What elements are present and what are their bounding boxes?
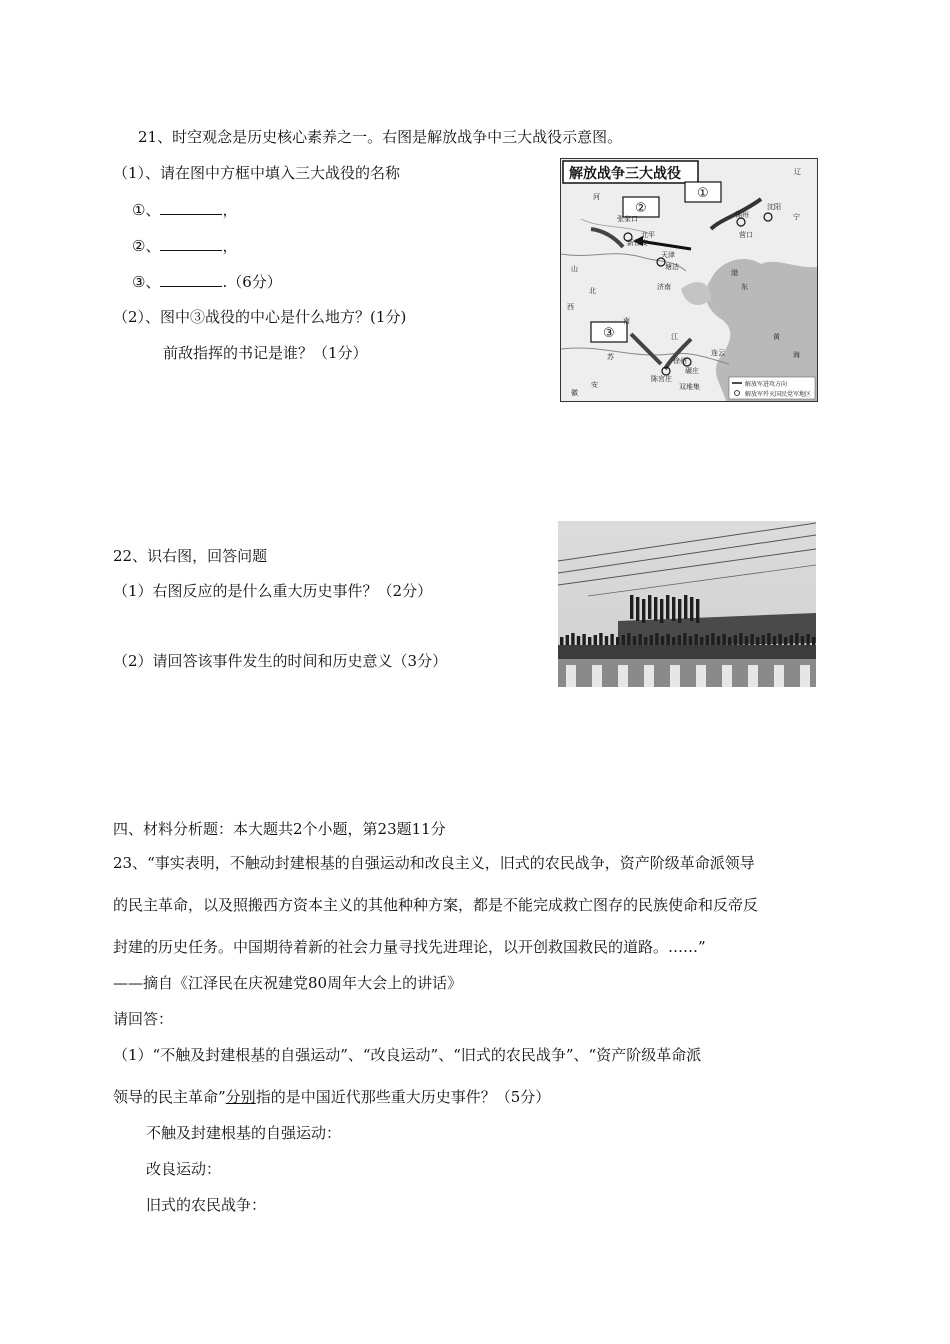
q23-material-line1: 23、“事实表明，不触动封建根基的自强运动和改良主义，旧式的农民战争，资产阶级革命派领导: [113, 854, 755, 872]
legend-annihilation: 解放军歼灭国民党军地区: [745, 391, 812, 398]
q23-material-line3: 封建的历史任务。中国期待着新的社会力量寻找先进理论，以开创救国救民的道路。……”: [113, 938, 706, 956]
crowd-figure: [694, 634, 697, 645]
crowd-figure: [678, 599, 681, 623]
crowd-figure: [762, 635, 765, 645]
gate-column: [670, 665, 680, 687]
q21-part2-followup: 前敌指挥的书记是谁？（1分）: [163, 344, 368, 362]
q23-answer-self-strengthening: 不触及封建根基的自强运动：: [146, 1124, 342, 1142]
crowd-figure: [672, 637, 675, 645]
q22-part1: （1）右图反应的是什么重大历史事件？（2分）: [113, 582, 433, 600]
q23-part1-line2: [113, 1087, 550, 1107]
q21-blank-1[interactable]: [160, 199, 222, 215]
crowd-figure: [577, 636, 580, 645]
map-box-1-label: ①: [697, 186, 709, 201]
map-place-label: 黄: [773, 333, 780, 341]
gate-column: [774, 665, 784, 687]
crowd-figure: [560, 637, 563, 645]
crowd-figure: [778, 634, 781, 645]
map-place-label: 江: [671, 333, 678, 341]
map-place-label: 河: [593, 193, 600, 201]
map-place-label: 南: [623, 317, 630, 325]
crowd-figure: [566, 635, 569, 645]
legend-attack: 解放军进攻方向: [745, 381, 788, 388]
crowd-figure: [728, 637, 731, 645]
gate-column: [696, 665, 706, 687]
q22-part2: （2）请回答该事件发生的时间和历史意义（3分）: [113, 652, 448, 670]
crowd-figure: [571, 633, 574, 645]
map-title: 解放战争三大战役: [569, 166, 681, 182]
q21-stem: 21、时空观念是历史核心素养之一。右图是解放战争中三大战役示意图。: [138, 128, 623, 146]
q23-part1-text-end: 指的是中国近代那些重大历史事件？（5分）: [255, 1088, 551, 1106]
crowd-figure: [683, 633, 686, 645]
q21-part2: （2）、图中③战役的中心是什么地方？(1分): [113, 308, 407, 326]
crowd-figure: [633, 636, 636, 645]
crowd-figure: [745, 636, 748, 645]
q21-answer-2: [132, 235, 237, 256]
q23-source: ——摘自《江泽民在庆祝建党80周年大会上的讲话》: [113, 974, 463, 992]
q21-part1: （1）、请在图中方框中填入三大战役的名称: [113, 164, 401, 182]
map-place-label: 西: [567, 303, 574, 311]
q23-part1-text: 领导的民主革命”: [113, 1088, 226, 1106]
q21-blank-2[interactable]: [160, 235, 222, 251]
crowd-figure: [654, 597, 657, 621]
crowd-figure: [672, 597, 675, 621]
crowd-figure: [660, 599, 663, 623]
crowd-figure: [812, 637, 815, 645]
gate-column: [592, 665, 602, 687]
map-place-label: 苏: [607, 353, 614, 361]
crowd-figure: [711, 633, 714, 645]
map-box-2-label: ②: [635, 201, 647, 216]
crowd-figure: [666, 595, 669, 619]
crowd-figure: [630, 595, 633, 619]
gate-column: [722, 665, 732, 687]
crowd-figure: [627, 633, 630, 645]
crowd-figure: [638, 634, 641, 645]
crowd-figure: [700, 637, 703, 645]
map-place-label: 东: [741, 283, 748, 291]
crowd-figure: [734, 635, 737, 645]
q21-answer-1: [132, 199, 237, 220]
map-place-label: 宁: [793, 213, 800, 221]
crowd-figure: [605, 636, 608, 645]
crowd-figure: [588, 637, 591, 645]
crowd-figure: [636, 597, 639, 621]
crowd-figure: [750, 634, 753, 645]
underlined-word: 分别: [225, 1088, 256, 1106]
comma: ，: [222, 201, 238, 219]
map-place-label: 锦州: [735, 211, 749, 219]
map-place-label: 北平: [641, 231, 655, 239]
battle-map: [560, 158, 818, 402]
map-place-label: 沈阳: [767, 203, 781, 211]
crowd-figure: [722, 634, 725, 645]
crowd-figure: [650, 635, 653, 645]
crowd-figure: [717, 636, 720, 645]
q23-material-line2: 的民主革命，以及照搬西方资本主义的其他种种方案，都是不能完成救亡图存的民族使命和反帝反: [113, 896, 759, 914]
map-place-label: 碾庄: [685, 367, 699, 375]
q23-answer-peasant-war: 旧式的农民战争：: [146, 1196, 267, 1214]
crowd-figure: [648, 595, 651, 619]
map-place-label: 渤: [731, 269, 738, 277]
map-place-label: 双堆集: [679, 383, 700, 391]
q22-stem: 22、识右图，回答问题: [113, 547, 268, 565]
q23-prompt: 请回答：: [113, 1010, 174, 1028]
q21-blank-2-label: ②、: [132, 237, 161, 255]
map-place-label: 辽: [794, 168, 801, 176]
crowd-figure: [739, 633, 742, 645]
crowd-figure: [756, 637, 759, 645]
comma: ，: [222, 237, 238, 255]
crowd-figure: [790, 635, 793, 645]
map-place-label: 新保安: [627, 239, 648, 247]
map-place-label: 海: [793, 351, 800, 359]
crowd-figure: [599, 633, 602, 645]
crowd-figure: [655, 633, 658, 645]
crowd-figure: [801, 636, 804, 645]
map-place-label: 张家口: [617, 215, 638, 223]
gate-column: [800, 665, 810, 687]
q21-blank-3-label: ③、: [132, 273, 161, 291]
map-place-label: 连云: [711, 349, 725, 357]
crowd-figure: [806, 634, 809, 645]
crowd-figure: [666, 634, 669, 645]
crowd-figure: [661, 636, 664, 645]
q21-blank-3[interactable]: [160, 271, 222, 287]
crowd-figure: [610, 634, 613, 645]
q23-part1-line1: （1）“不触及封建根基的自强运动”、“改良运动”、“旧式的农民战争”、“资产阶级革命派: [113, 1046, 702, 1064]
crowd-figure: [622, 635, 625, 645]
score-note: .（6分）: [222, 273, 282, 291]
map-place-label: 营口: [739, 231, 753, 239]
gate-column: [618, 665, 628, 687]
section4-heading: 四、材料分析题：本大题共2个小题，第23题11分: [113, 820, 446, 838]
crowd-figure: [684, 595, 687, 619]
crowd-figure: [795, 633, 798, 645]
crowd-figure: [784, 637, 787, 645]
q21-answer-3: [132, 271, 282, 292]
crowd-figure: [773, 636, 776, 645]
gate-column: [644, 665, 654, 687]
q21-blank-1-label: ①、: [132, 201, 161, 219]
map-place-label: 徽: [571, 389, 578, 397]
crowd-figure: [642, 599, 645, 623]
crowd-figure: [582, 634, 585, 645]
crowd-figure: [696, 599, 699, 623]
gate-column: [566, 665, 576, 687]
crowd-figure: [644, 637, 647, 645]
crowd-figure: [690, 597, 693, 621]
map-place-label: 陈官庄: [651, 375, 672, 383]
map-place-label: 北: [589, 287, 596, 295]
crowd-figure: [616, 637, 619, 645]
map-place-label: 山: [571, 265, 578, 273]
map-place-label: 济南: [657, 283, 671, 291]
gate-platform: [558, 645, 816, 659]
gate-column: [748, 665, 758, 687]
map-place-label: 徐州: [673, 357, 687, 365]
crowd-figure: [678, 635, 681, 645]
crowd-figure: [767, 633, 770, 645]
historic-photo: [558, 521, 816, 687]
map-box-3-label: ③: [603, 326, 615, 341]
map-place-label: 安: [591, 381, 598, 389]
crowd-figure: [594, 635, 597, 645]
map-place-label: 塘沽: [665, 263, 679, 271]
q23-answer-reform: 改良运动：: [146, 1160, 222, 1178]
map-place-label: 天津: [661, 251, 675, 259]
crowd-figure: [689, 636, 692, 645]
crowd-figure: [706, 635, 709, 645]
